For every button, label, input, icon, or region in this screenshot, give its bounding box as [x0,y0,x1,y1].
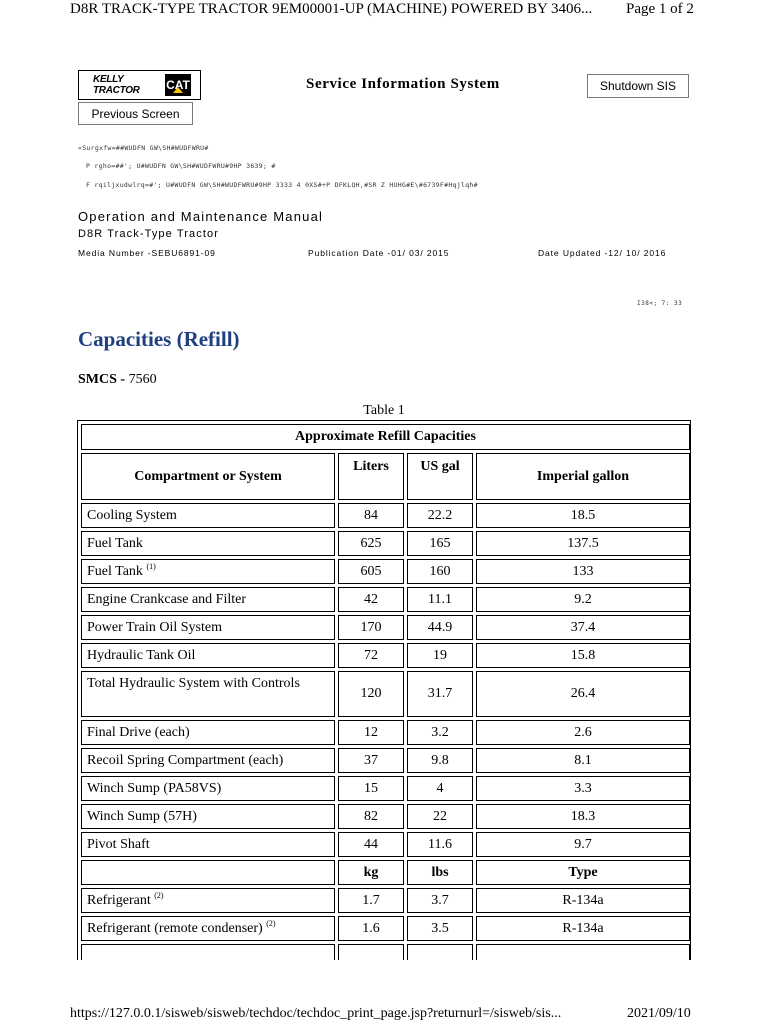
cell-imperial-gal: 133 [476,559,690,584]
cell-imperial-gal: 3.3 [476,776,690,801]
table-row [81,944,690,960]
print-footer-url: https://127.0.0.1/sisweb/sisweb/techdoc/techdoc_print_page.jsp?returnurl=/sisweb/sis... [70,1006,562,1021]
cell-imperial-gal: 9.7 [476,832,690,857]
smcs-label: SMCS - [78,372,126,387]
date-updated: Date Updated -12/ 10/ 2016 [538,248,667,258]
table-row [81,804,690,829]
table-row [81,671,690,717]
cell-lbs: 3.7 [407,888,473,913]
table-row [81,587,690,612]
table-row [81,748,690,773]
media-number: Media Number -SEBU6891-09 [78,248,216,258]
cell-liters: 120 [338,671,404,717]
cell-compartment [81,559,335,584]
cell-compartment: Final Drive (each) [81,720,335,745]
cell-empty [338,944,404,960]
cell-kg: 1.6 [338,916,404,941]
cell-liters: 84 [338,503,404,528]
cell-liters: 37 [338,748,404,773]
table-row [81,888,690,913]
table-subheader-row [81,860,690,885]
cell-us-gal: 31.7 [407,671,473,717]
cell-compartment: Winch Sump (PA58VS) [81,776,335,801]
cat-logo-icon: CAT [165,74,191,96]
cell-compartment: Recoil Spring Compartment (each) [81,748,335,773]
cell-liters: 605 [338,559,404,584]
cell-compartment: Power Train Oil System [81,615,335,640]
publication-date: Publication Date -01/ 03/ 2015 [308,248,450,258]
table-row [81,503,690,528]
table-title: Approximate Refill Capacities [81,424,690,450]
table-row [81,776,690,801]
cell-us-gal: 11.1 [407,587,473,612]
col-header-liters: Liters [338,453,404,500]
page-title: Capacities (Refill) [78,327,240,351]
print-header-title: D8R TRACK-TYPE TRACTOR 9EM00001-UP (MACHINE) POWERED BY 3406... [70,1,593,17]
cell-liters: 42 [338,587,404,612]
footnote-marker: (1) [146,561,156,571]
col-header-compartment: Compartment or System [81,453,335,500]
cell-liters: 82 [338,804,404,829]
cell-compartment-text: Refrigerant (remote condenser) [87,920,263,936]
cell-liters: 170 [338,615,404,640]
cell-compartment [81,916,335,941]
cell-type: R-134a [476,888,690,913]
cell-imperial-gal: 137.5 [476,531,690,556]
shutdown-sis-button[interactable]: Shutdown SIS [587,74,689,98]
cell-imperial-gal: 2.6 [476,720,690,745]
table-row [81,643,690,668]
cell-compartment: Winch Sump (57H) [81,804,335,829]
encoded-configuration-line: F rqiljxudwlrq=#'; U#WUDFN GW\SH#WUDFWRU#9HP 3333 4 0XS#+P DFKLQH,#SR Z HUHG#E\#6739F#Hqjlqh# [86,181,478,189]
cell-empty [81,860,335,885]
logo-dealer-text: KELLY TRACTOR [93,74,140,96]
cell-compartment: Fuel Tank [81,531,335,556]
cell-compartment: Hydraulic Tank Oil [81,643,335,668]
cell-lbs: 3.5 [407,916,473,941]
table-caption: Table 1 [363,403,405,418]
cell-imperial-gal: 8.1 [476,748,690,773]
cell-us-gal: 22.2 [407,503,473,528]
col-header-kg: kg [338,860,404,885]
dealer-logo [78,70,201,100]
cell-us-gal: 3.2 [407,720,473,745]
cell-imperial-gal: 9.2 [476,587,690,612]
cell-us-gal: 22 [407,804,473,829]
cell-liters: 15 [338,776,404,801]
cell-compartment: Engine Crankcase and Filter [81,587,335,612]
col-header-imperial-gallon: Imperial gallon [476,453,690,500]
print-footer-date: 2021/09/10 [627,1006,691,1021]
cell-type: R-134a [476,916,690,941]
sis-title: Service Information System [306,76,500,92]
capacities-table [77,420,691,960]
cell-compartment: Cooling System [81,503,335,528]
footnote-marker: (2) [154,890,164,900]
machine-model: D8R Track-Type Tractor [78,228,219,240]
encoded-product-line: «Surgxfw=##WUDFN GW\SH#WUDFWRU# [78,144,209,152]
print-header-page: Page 1 of 2 [626,1,694,17]
cell-empty [407,944,473,960]
smcs-code [78,372,157,388]
cell-imperial-gal: 37.4 [476,615,690,640]
cell-imperial-gal: 26.4 [476,671,690,717]
table-row [81,531,690,556]
cell-liters: 44 [338,832,404,857]
previous-screen-button[interactable]: Previous Screen [78,102,193,125]
cell-us-gal: 4 [407,776,473,801]
table-row [81,559,690,584]
cell-compartment-text: Refrigerant [87,892,151,908]
cell-liters: 72 [338,643,404,668]
cell-us-gal: 160 [407,559,473,584]
smcs-value: 7560 [128,372,157,387]
table-row [81,832,690,857]
cell-us-gal: 165 [407,531,473,556]
cell-kg: 1.7 [338,888,404,913]
encoded-model-line: P rgho=##'; U#WUDFN GW\SH#WUDFWRU#9HP 3639; # [86,162,276,170]
cell-compartment-text: Fuel Tank [87,563,143,579]
cell-empty [476,944,690,960]
cell-imperial-gal: 15.8 [476,643,690,668]
cell-imperial-gal: 18.3 [476,804,690,829]
col-header-lbs: lbs [407,860,473,885]
col-header-us-gal: US gal [407,453,473,500]
cell-us-gal: 9.8 [407,748,473,773]
manual-title: Operation and Maintenance Manual [78,209,324,224]
table-row [81,720,690,745]
table-row [81,916,690,941]
cell-compartment [81,888,335,913]
cell-compartment: Pivot Shaft [81,832,335,857]
table-row [81,615,690,640]
cell-us-gal: 11.6 [407,832,473,857]
cell-imperial-gal: 18.5 [476,503,690,528]
col-header-type: Type [476,860,690,885]
cell-us-gal: 44.9 [407,615,473,640]
cell-liters: 12 [338,720,404,745]
cell-liters: 625 [338,531,404,556]
cell-compartment: Total Hydraulic System with Controls [81,671,335,717]
document-id: I38<; 7: 33 [637,300,683,307]
footnote-marker: (2) [266,918,276,928]
cell-us-gal: 19 [407,643,473,668]
cell-empty [81,944,335,960]
